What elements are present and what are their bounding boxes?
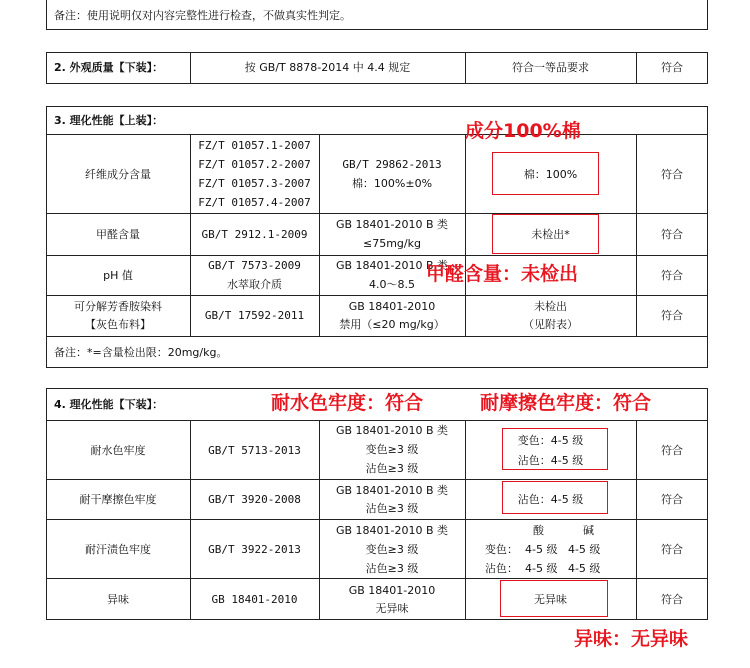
formaldehyde-item: 甲醛含量	[96, 228, 140, 241]
water-standard-1: GB 18401-2010 B 类	[335, 424, 449, 437]
water-result-2: 沾色：4-5 级	[517, 454, 584, 467]
sweat-result-alkali-header: 碱	[583, 524, 594, 537]
formaldehyde-verdict: 符合	[661, 228, 683, 241]
water-verdict: 符合	[661, 444, 683, 457]
section2-method: 按 GB/T 8878-2014 中 4.4 规定	[244, 61, 411, 74]
ph-standard-1: GB 18401-2010 B 类	[335, 259, 449, 272]
odor-standard-1: GB 18401-2010	[348, 584, 436, 597]
sweat-result-1: 变色： 4-5 级 4-5 级	[485, 543, 601, 556]
sweat-result-2: 沾色： 4-5 级 4-5 级	[485, 562, 601, 575]
ph-standard-2: 4.0～8.5	[369, 278, 415, 291]
annotation-water-fastness: 耐水色牢度：符合	[271, 392, 424, 414]
sweat-standard-1: GB 18401-2010 B 类	[335, 524, 449, 537]
rubbing-method: GB/T 3920-2008	[208, 493, 301, 506]
fiber-method-3: FZ/T 01057.3-2007	[198, 177, 311, 190]
sweat-standard-2: 变色≥3 级	[365, 543, 419, 556]
fiber-method-2: FZ/T 01057.2-2007	[198, 158, 311, 171]
sweat-verdict: 符合	[661, 543, 683, 556]
water-standard-3: 沾色≥3 级	[365, 462, 419, 475]
rubbing-standard-2: 沾色≥3 级	[365, 502, 419, 515]
sweat-standard-3: 沾色≥3 级	[365, 562, 419, 575]
highlight-water-result	[502, 428, 608, 470]
amine-item-2: 【灰色布料】	[85, 318, 151, 331]
water-item: 耐水色牢度	[90, 444, 146, 457]
fiber-method-4: FZ/T 01057.4-2007	[198, 196, 311, 209]
top-note: 备注：使用说明仅对内容完整性进行检查，不做真实性判定。	[54, 9, 351, 22]
amine-verdict: 符合	[661, 309, 683, 322]
odor-standard-2: 无异味	[375, 602, 409, 615]
odor-item: 异味	[107, 593, 129, 606]
fiber-standard-2: 棉：100%±0%	[351, 177, 433, 190]
highlight-fiber-result	[492, 152, 599, 195]
formaldehyde-standard-1: GB 18401-2010 B 类	[335, 218, 449, 231]
sweat-result-acid-header: 酸	[533, 524, 544, 537]
annotation-odor: 异味：无异味	[574, 628, 689, 650]
fiber-item: 纤维成分含量	[85, 168, 151, 181]
section3-title: 3. 理化性能【上装】：	[54, 114, 164, 127]
amine-result-2: （见附表）	[523, 318, 578, 331]
fiber-method-1: FZ/T 01057.1-2007	[198, 139, 311, 152]
ph-verdict: 符合	[661, 269, 683, 282]
highlight-rubbing-result	[502, 481, 608, 514]
fiber-result: 棉：100%	[523, 168, 578, 181]
water-method: GB/T 5713-2013	[208, 444, 301, 457]
section4-title: 4. 理化性能【下装】：	[54, 398, 164, 411]
amine-method: GB/T 17592-2011	[204, 309, 305, 322]
odor-method: GB 18401-2010	[211, 593, 298, 606]
sweat-method: GB/T 3922-2013	[208, 543, 301, 556]
amine-item-1: 可分解芳香胺染料	[74, 300, 162, 313]
section2-title: 2. 外观质量【下装】：	[54, 61, 164, 74]
section3-note: 备注：*=含量检出限：20mg/kg。	[54, 346, 228, 359]
fiber-verdict: 符合	[661, 168, 683, 181]
amine-result-1: 未检出	[534, 300, 567, 313]
odor-result: 无异味	[534, 593, 567, 606]
water-result-1: 变色：4-5 级	[517, 434, 584, 447]
ph-method-1: GB/T 7573-2009	[208, 259, 301, 272]
sweat-item: 耐汗渍色牢度	[85, 543, 151, 556]
formaldehyde-result: 未检出*	[531, 228, 570, 241]
rubbing-item: 耐干摩擦色牢度	[79, 493, 157, 506]
formaldehyde-standard-2: ≤75mg/kg	[363, 237, 421, 250]
odor-verdict: 符合	[661, 593, 683, 606]
highlight-odor-result	[500, 580, 608, 617]
rubbing-verdict: 符合	[661, 493, 683, 506]
annotation-cotton: 成分100%棉	[465, 120, 581, 142]
annotation-formaldehyde: 甲醛含量：未检出	[426, 263, 579, 285]
amine-standard-1: GB 18401-2010	[348, 300, 436, 313]
ph-item: pH 值	[103, 269, 133, 282]
fiber-standard-1: GB/T 29862-2013	[342, 158, 442, 171]
rubbing-standard-1: GB 18401-2010 B 类	[335, 484, 449, 497]
section2-verdict: 符合	[661, 61, 683, 74]
highlight-formaldehyde-result	[492, 214, 599, 254]
rubbing-result: 沾色：4-5 级	[517, 493, 584, 506]
ph-method-2: 水萃取介质	[227, 278, 282, 291]
amine-standard-2: 禁用（≤20 mg/kg）	[339, 318, 445, 331]
section2-requirement: 符合一等品要求	[512, 61, 589, 74]
formaldehyde-method: GB/T 2912.1-2009	[201, 228, 308, 241]
water-standard-2: 变色≥3 级	[365, 443, 419, 456]
annotation-rubbing-fastness: 耐摩擦色牢度：符合	[480, 392, 652, 414]
